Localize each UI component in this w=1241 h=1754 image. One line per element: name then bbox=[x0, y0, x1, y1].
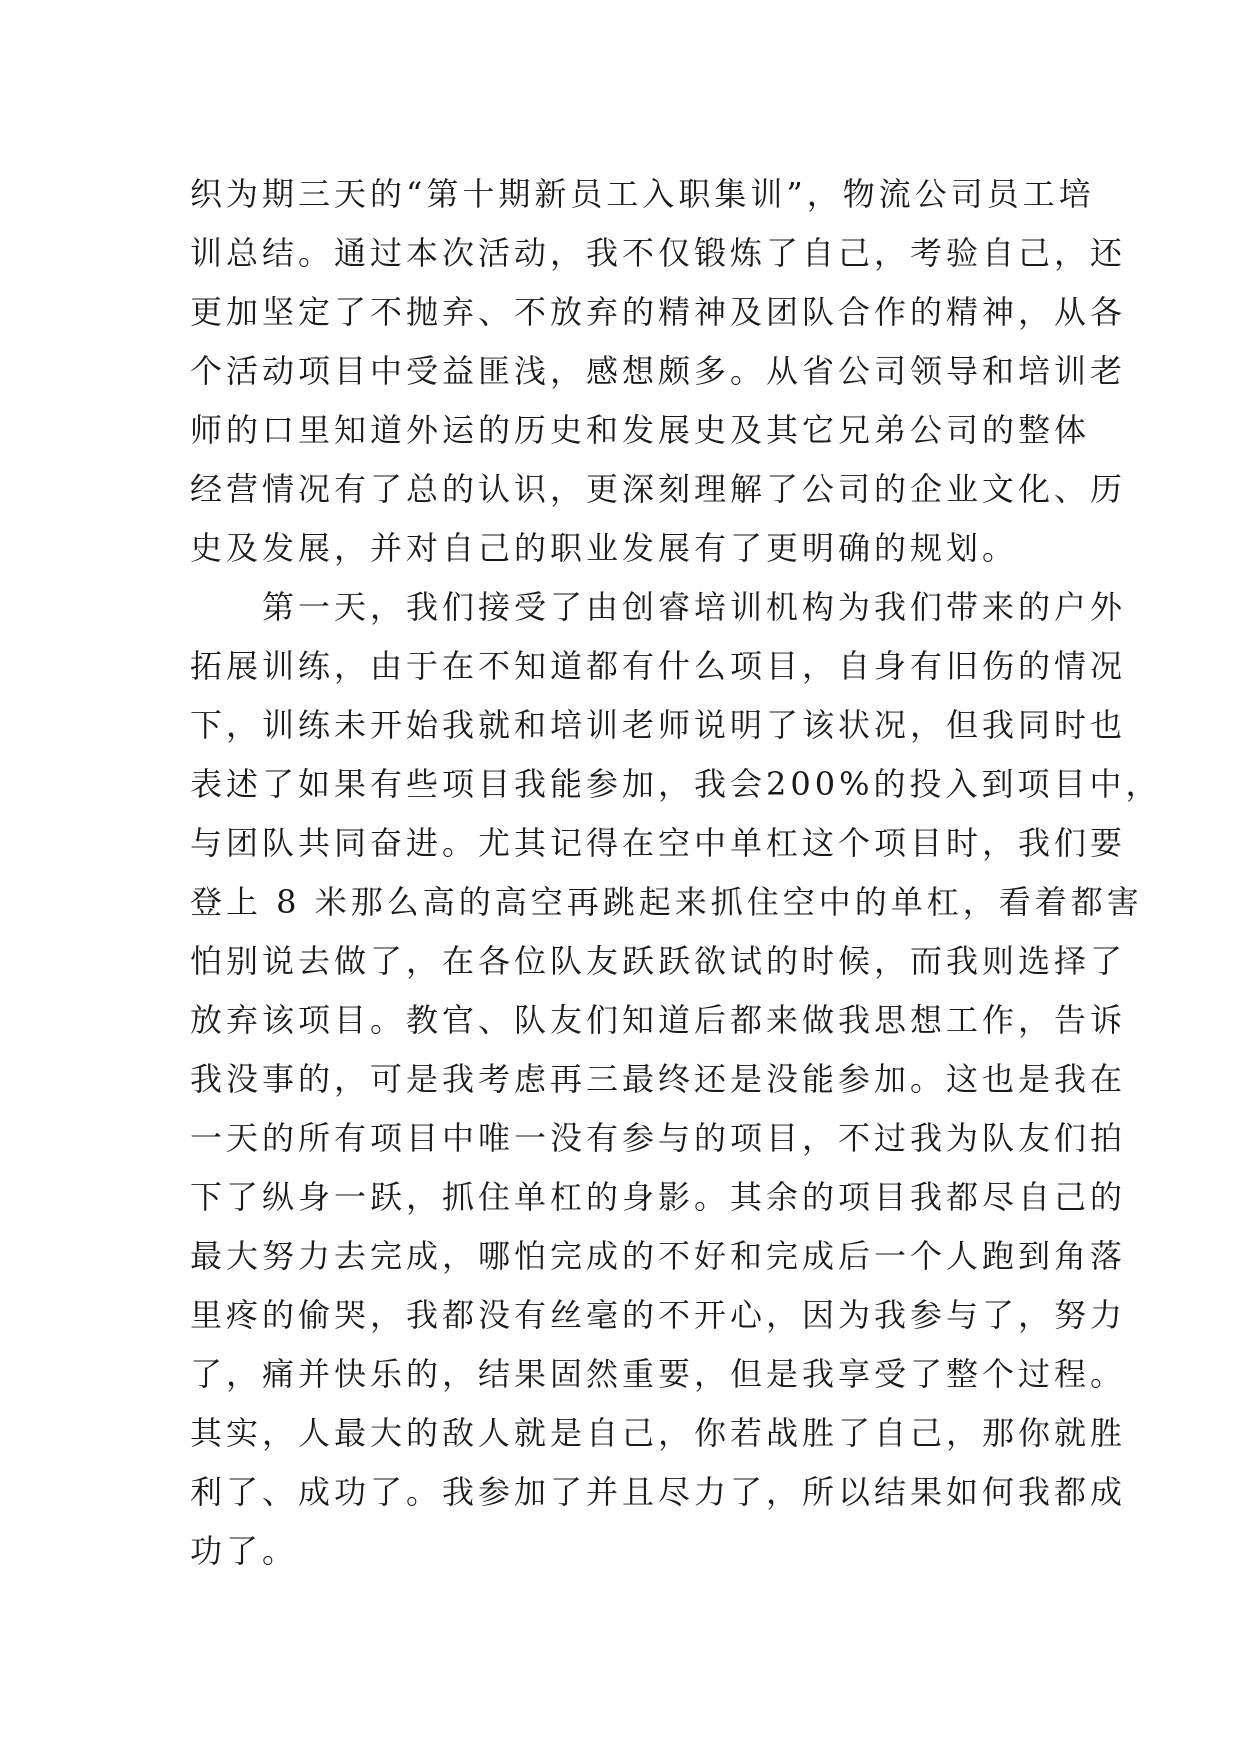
text-line: 最大努力去完成，哪怕完成的不好和完成后一个人跑到角落 bbox=[190, 1237, 1127, 1275]
text-line: 织为期三天的“第十期新员工入职集训”，物流公司员工培 bbox=[190, 175, 1095, 213]
document-page bbox=[190, 165, 1162, 1581]
text-line: 史及发展，并对自己的职业发展有了更明确的规划。 bbox=[190, 529, 1019, 567]
text-line: 表述了如果有些项目我能参加，我会200%的投入到项目中， bbox=[190, 765, 1162, 803]
text-line: 我没事的，可是我考虑再三最终还是没能参加。这也是我在 bbox=[190, 1060, 1127, 1098]
text-line: 一天的所有项目中唯一没有参与的项目，不过我为队友们拍 bbox=[190, 1119, 1127, 1157]
text-line: 更加坚定了不抛弃、不放弃的精神及团队合作的精神，从各 bbox=[190, 293, 1127, 331]
text-line: 利了、成功了。我参加了并且尽力了，所以结果如何我都成 bbox=[190, 1473, 1127, 1511]
text-line: 了，痛并快乐的，结果固然重要，但是我享受了整个过程。 bbox=[190, 1355, 1127, 1393]
text-line: 师的口里知道外运的历史和发展史及其它兄弟公司的整体 bbox=[190, 411, 1091, 449]
paragraph-2 bbox=[190, 578, 1162, 1581]
text-line: 其实，人最大的敌人就是自己，你若战胜了自己，那你就胜 bbox=[190, 1414, 1127, 1452]
text-line: 训总结。通过本次活动，我不仅锻炼了自己，考验自己，还 bbox=[190, 234, 1127, 272]
text-line: 下，训练未开始我就和培训老师说明了该状况，但我同时也 bbox=[190, 706, 1127, 744]
text-line: 里疼的偷哭，我都没有丝毫的不开心，因为我参与了，努力 bbox=[190, 1296, 1127, 1334]
text-line: 怕别说去做了，在各位队友跃跃欲试的时候，而我则选择了 bbox=[190, 942, 1127, 980]
paragraph-1 bbox=[190, 165, 1127, 578]
text-line: 功了。 bbox=[190, 1532, 299, 1570]
text-line: 登上 8 米那么高的高空再跳起来抓住空中的单杠，看着都害 bbox=[190, 883, 1143, 921]
text-line: 拓展训练，由于在不知道都有什么项目，自身有旧伤的情况 bbox=[190, 647, 1127, 685]
text-line: 第一天，我们接受了由创睿培训机构为我们带来的户外 bbox=[262, 588, 1127, 626]
text-line: 下了纵身一跃，抓住单杠的身影。其余的项目我都尽自己的 bbox=[190, 1178, 1127, 1216]
text-line: 放弃该项目。教官、队友们知道后都来做我思想工作，告诉 bbox=[190, 1001, 1127, 1039]
text-line: 个活动项目中受益匪浅，感想颇多。从省公司领导和培训老 bbox=[190, 352, 1127, 390]
text-line: 经营情况有了总的认识，更深刻理解了公司的企业文化、历 bbox=[190, 470, 1127, 508]
text-line: 与团队共同奋进。尤其记得在空中单杠这个项目时，我们要 bbox=[190, 824, 1127, 862]
